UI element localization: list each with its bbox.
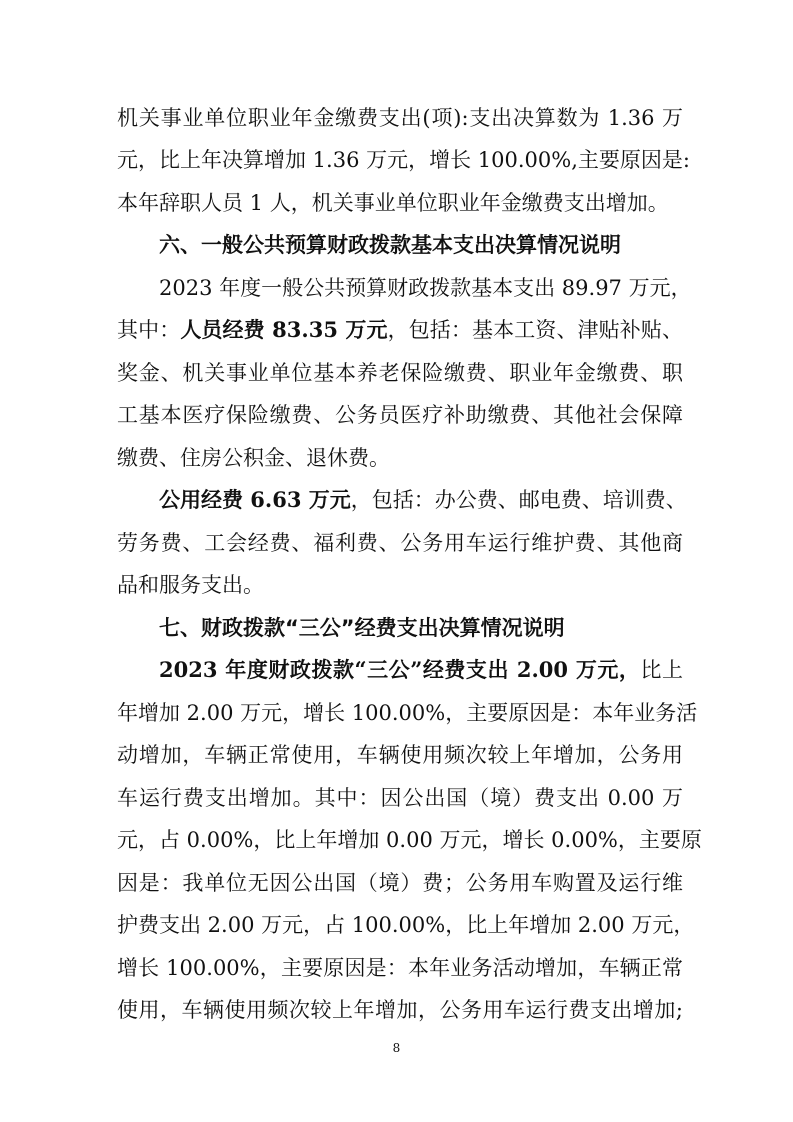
personnel-expense-bold: 人员经费 83.35 万元	[180, 317, 388, 342]
paragraph-line: 年增加 2.00 万元，增长 100.00%，主要原因是：本年业务活	[117, 701, 698, 725]
text-segment: 其中：	[117, 318, 181, 342]
paragraph-line	[159, 485, 687, 515]
paragraph-line: 因是：我单位无因公出国（境）费；公务用车购置及运行维	[117, 871, 683, 895]
text-segment: ，包括：基本工资、津贴补贴、	[387, 318, 683, 342]
text-segment: 比上	[640, 658, 684, 682]
three-public-expense-bold: 2023 年度财政拨款“三公”经费支出 2.00 万元，	[159, 657, 641, 682]
page-number: 8	[392, 1041, 401, 1055]
paragraph-line: 缴费、住房公积金、退休费。	[117, 446, 390, 470]
paragraph-line: 动增加，车辆正常使用，车辆使用频次较上年增加，公务用	[117, 743, 683, 767]
paragraph-line: 使用，车辆使用频次较上年增加，公务用车运行费支出增加;	[117, 998, 683, 1022]
paragraph-line	[159, 655, 683, 685]
paragraph-line: 机关事业单位职业年金缴费支出(项):支出决算数为 1.36 万	[117, 106, 683, 130]
paragraph-line: 车运行费支出增加。其中：因公出国（境）费支出 0.00 万	[117, 786, 683, 810]
section-heading-6: 六、一般公共预算财政拨款基本支出决算情况说明	[159, 233, 621, 257]
text-segment: ，包括：办公费、邮电费、培训费、	[350, 488, 687, 512]
paragraph-line: 劳务费、工会经费、福利费、公务用车运行维护费、其他商	[117, 531, 683, 555]
paragraph-line: 护费支出 2.00 万元，占 100.00%，比上年增加 2.00 万元，	[117, 913, 695, 937]
paragraph-line: 增长 100.00%，主要原因是：本年业务活动增加，车辆正常	[117, 956, 683, 980]
paragraph-line: 品和服务支出。	[117, 573, 264, 597]
section-heading-7: 七、财政拨款“三公”经费支出决算情况说明	[159, 616, 565, 640]
paragraph-line: 奖金、机关事业单位基本养老保险缴费、职业年金缴费、职	[117, 361, 683, 385]
public-expense-bold: 公用经费 6.63 万元	[159, 487, 351, 512]
paragraph-line	[117, 315, 683, 345]
paragraph-line: 2023 年度一般公共预算财政拨款基本支出 89.97 万元，	[159, 276, 692, 300]
paragraph-line: 元，占 0.00%，比上年增加 0.00 万元，增长 0.00%，主要原	[117, 828, 702, 852]
paragraph-line: 元，比上年决算增加 1.36 万元，增长 100.00%,主要原因是:	[117, 148, 690, 172]
paragraph-line: 工基本医疗保险缴费、公务员医疗补助缴费、其他社会保障	[117, 403, 683, 427]
paragraph-line: 本年辞职人员 1 人，机关事业单位职业年金缴费支出增加。	[117, 191, 669, 215]
